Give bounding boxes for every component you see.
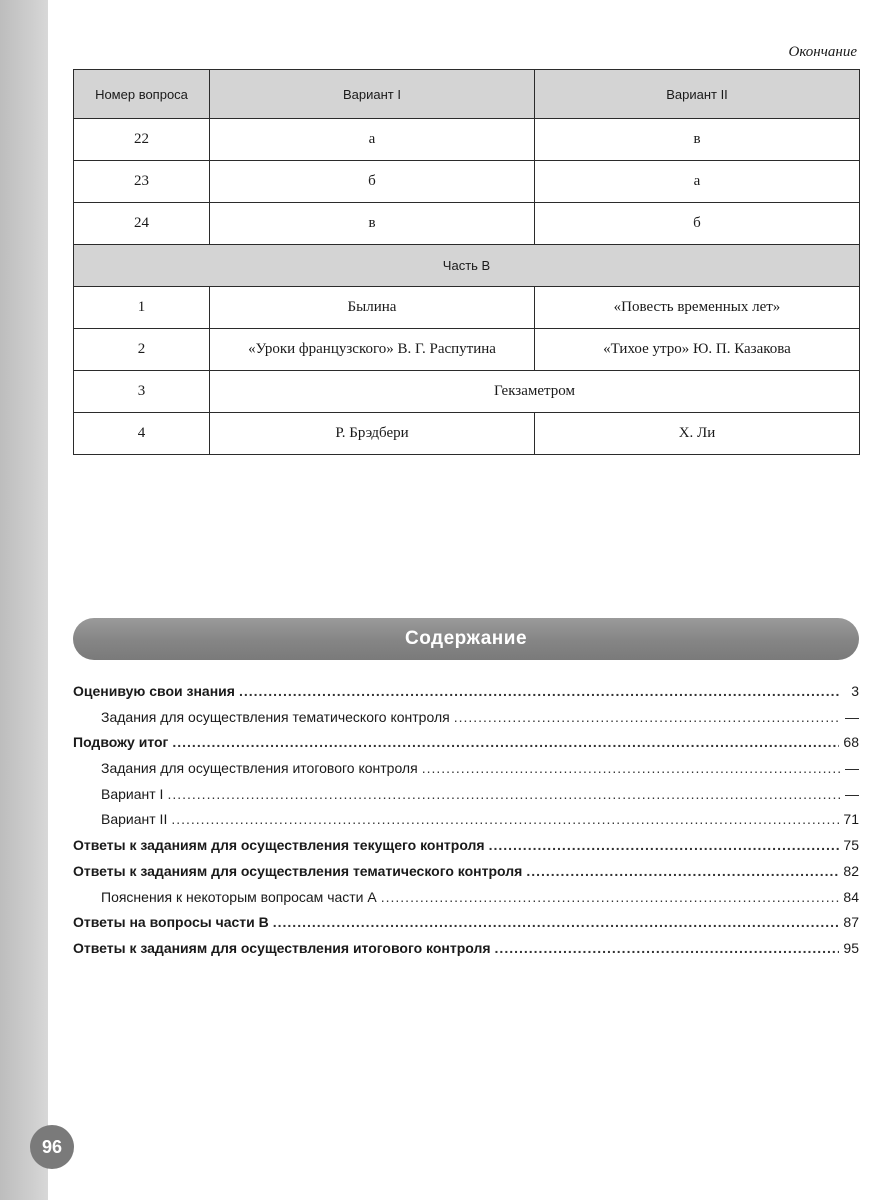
toc-page-number: 82: [843, 862, 859, 879]
question-number-cell: 2: [74, 329, 210, 371]
table-row: [74, 203, 860, 245]
table-of-contents: [73, 683, 859, 966]
toc-entry[interactable]: [73, 837, 859, 863]
toc-entry-title: Ответы к заданиям для осуществления итогового контроля: [73, 939, 491, 956]
toc-page-number: —: [845, 708, 859, 725]
toc-page-number: —: [845, 785, 859, 802]
toc-entry[interactable]: [73, 760, 859, 786]
table-continuation-label: Окончание: [788, 44, 857, 60]
toc-entry-title: Задания для осуществления тематического контроля: [101, 708, 450, 725]
toc-entry[interactable]: [73, 811, 859, 837]
page-number-badge: 96: [30, 1125, 74, 1169]
toc-entry[interactable]: [73, 709, 859, 735]
table-header-row: [74, 70, 860, 119]
variant-2-cell: а: [535, 161, 860, 203]
toc-entry[interactable]: [73, 683, 859, 709]
toc-page-number: 87: [843, 914, 859, 931]
toc-entry-title: Ответы к заданиям для осуществления текущего контроля: [73, 837, 485, 854]
variant-2-cell: «Повесть временных лет»: [535, 287, 860, 329]
contents-banner: [73, 618, 859, 660]
toc-entry[interactable]: [73, 889, 859, 915]
toc-entry[interactable]: [73, 734, 859, 760]
toc-entry[interactable]: [73, 786, 859, 812]
toc-leader-dots: [273, 914, 840, 930]
toc-page-number: —: [845, 760, 859, 777]
side-margin-band: [0, 0, 48, 1200]
variant-1-cell: б: [210, 161, 535, 203]
toc-entry-title: Ответы к заданиям для осуществления тематического контроля: [73, 862, 523, 879]
toc-entry[interactable]: [73, 940, 859, 966]
toc-leader-dots: [171, 811, 839, 827]
toc-entry-title: Задания для осуществления итогового контроля: [101, 760, 418, 777]
question-number-cell: 4: [74, 413, 210, 455]
section-row: [74, 245, 860, 287]
toc-page-number: 68: [843, 734, 859, 751]
toc-entry-title: Оценивую свои знания: [73, 683, 235, 699]
toc-leader-dots: [526, 863, 839, 879]
table-row: [74, 329, 860, 371]
toc-leader-dots: [167, 786, 841, 802]
toc-leader-dots: [489, 837, 840, 853]
toc-page-number: 95: [843, 939, 859, 956]
question-number-cell: 1: [74, 287, 210, 329]
toc-page-number: 84: [843, 888, 859, 905]
variant-1-cell: «Уроки французского» В. Г. Распутина: [210, 329, 535, 371]
toc-entry-title: Вариант I: [101, 785, 164, 802]
variant-1-cell: Р. Брэдбери: [210, 413, 535, 455]
toc-entry[interactable]: [73, 914, 859, 940]
toc-page-number: 75: [843, 837, 859, 854]
toc-entry-title: Вариант II: [101, 811, 168, 828]
variant-1-cell: в: [210, 203, 535, 245]
variant-2-cell: б: [535, 203, 860, 245]
contents-title: Содержание: [404, 628, 528, 649]
question-number-cell: 22: [74, 119, 210, 161]
table-row: [74, 119, 860, 161]
answers-table: [73, 69, 860, 455]
variant-2-cell: «Тихое утро» Ю. П. Казакова: [535, 329, 860, 371]
table-row: [74, 161, 860, 203]
merged-answer-cell: Гекзаметром: [210, 371, 860, 413]
column-header: Вариант I: [210, 70, 535, 119]
variant-2-cell: Х. Ли: [535, 413, 860, 455]
table-row: [74, 413, 860, 455]
variant-1-cell: а: [210, 119, 535, 161]
table-row: [74, 371, 860, 413]
table-row: [74, 287, 860, 329]
toc-entry-title: Ответы на вопросы части В: [73, 914, 269, 931]
toc-leader-dots: [239, 683, 841, 699]
toc-entry-title: Подвожу итог: [73, 734, 169, 751]
question-number-cell: 23: [74, 161, 210, 203]
variant-1-cell: Былина: [210, 287, 535, 329]
question-number-cell: 3: [74, 371, 210, 413]
question-number-cell: 24: [74, 203, 210, 245]
variant-2-cell: в: [535, 119, 860, 161]
toc-leader-dots: [172, 734, 839, 750]
toc-page-number: 71: [843, 811, 859, 828]
column-header: Вариант II: [535, 70, 860, 119]
toc-leader-dots: [495, 940, 840, 956]
column-header: Номер вопроса: [74, 70, 210, 119]
toc-entry-title: Пояснения к некоторым вопросам части А: [101, 888, 377, 905]
toc-page-number: 3: [851, 683, 859, 699]
toc-leader-dots: [454, 709, 841, 725]
section-b-heading: Часть В: [74, 245, 860, 287]
toc-leader-dots: [381, 889, 840, 905]
toc-leader-dots: [422, 760, 841, 776]
toc-entry[interactable]: [73, 863, 859, 889]
